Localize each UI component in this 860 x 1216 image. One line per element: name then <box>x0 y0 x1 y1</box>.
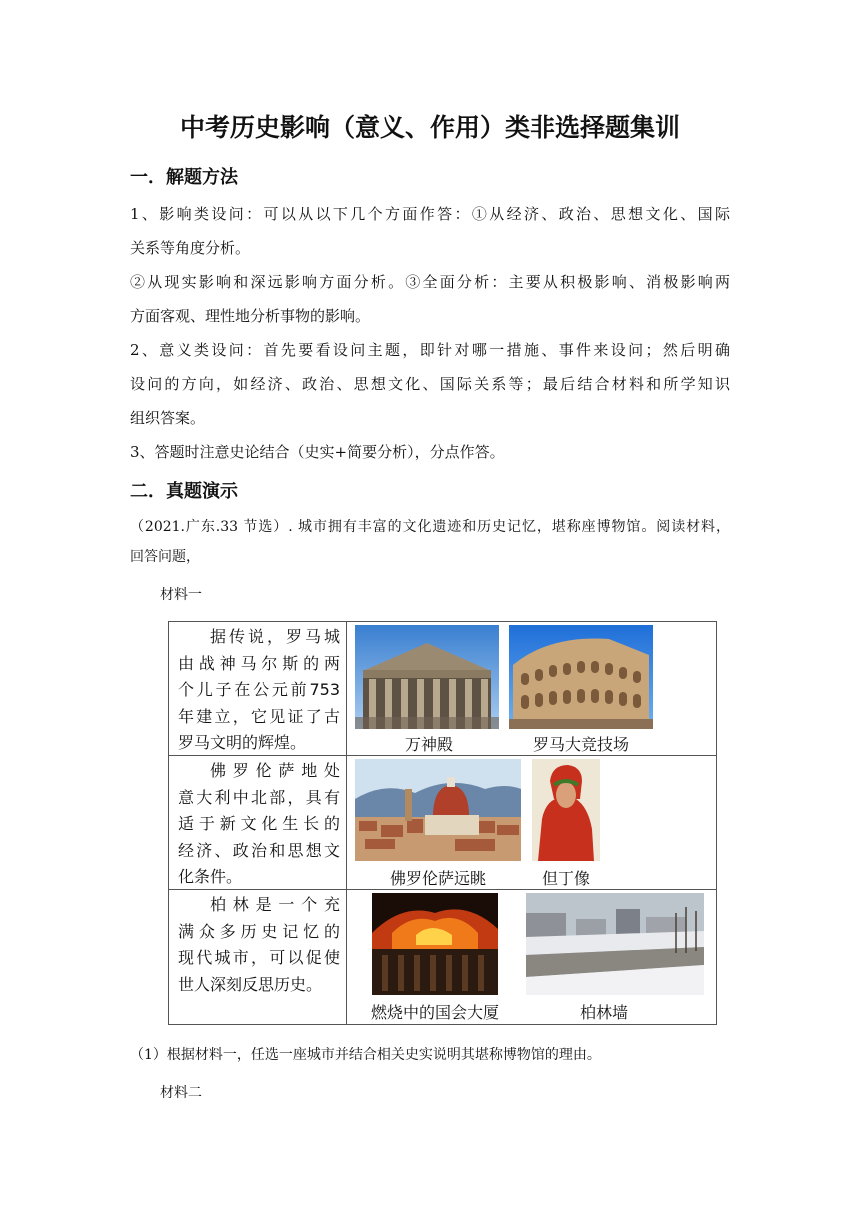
berlin-wall-photo <box>526 893 704 995</box>
colosseum-photo <box>509 625 653 729</box>
caption-reichstag: 燃烧中的国会大厦 <box>370 1003 499 1022</box>
row-text-line: 现代城市，可以促使 <box>178 948 340 967</box>
method-line: 1、影响类设问：可以从以下几个方面作答：①从经济、政治、思想文化、国际 <box>130 205 730 223</box>
material-one-label: 材料一 <box>160 587 202 603</box>
question-line: 回答问题， <box>130 549 200 565</box>
table-row-florence <box>169 756 716 890</box>
method-line: 2、意义类设问：首先要看设问主题，即针对哪一措施、事件来设问；然后明确 <box>130 341 730 359</box>
method-line: 设问的方向，如经济、政治、思想文化、国际关系等；最后结合材料和所学知识 <box>130 375 730 393</box>
table-row-rome <box>169 622 716 756</box>
row-text-line: 适于新文化生长的 <box>178 814 340 833</box>
row-text-line: 经济、政治和思想文 <box>178 840 340 860</box>
row-text-cell <box>169 890 347 1024</box>
row-text-line: 据传说，罗马城 <box>210 627 340 646</box>
method-line: ②从现实影响和深远影响方面分析。③全面分析：主要从积极影响、消极影响两 <box>130 273 730 291</box>
row-text-cell <box>169 622 347 755</box>
method-paragraphs <box>130 197 730 469</box>
row-text-cell <box>169 756 347 889</box>
row-text-line: 意大利中北部，具有 <box>178 787 340 807</box>
method-line: 组织答案。 <box>130 409 206 427</box>
section-heading-examples: 二．真题演示 <box>130 481 238 502</box>
question-intro <box>130 512 730 572</box>
method-line: 方面客观、理性地分析事物的影响。 <box>130 307 371 325</box>
material-two-label: 材料二 <box>160 1085 202 1101</box>
florence-view-photo <box>355 759 521 861</box>
question-line: （2021.广东.33 节选）. 城市拥有丰富的文化遗迹和历史记忆，堪称座博物馆。阅读材料， <box>130 519 730 535</box>
row-text-line: 佛罗伦萨地处 <box>210 761 340 780</box>
caption-pantheon: 万神殿 <box>404 735 453 754</box>
row-text-line: 柏林是一个充 <box>210 895 340 914</box>
row-text-line: 满众多历史记忆的 <box>178 921 340 941</box>
row-text-line: 由战神马尔斯的两 <box>178 653 340 673</box>
table-row-berlin <box>169 890 716 1024</box>
section-heading-method: 一．解题方法 <box>130 167 238 188</box>
method-line: 关系等角度分析。 <box>130 239 251 257</box>
material-table <box>168 621 717 1025</box>
method-line: 3、答题时注意史论结合（史实+简要分析），分点作答。 <box>130 443 505 461</box>
dante-portrait <box>532 759 600 861</box>
row-text-line: 罗马文明的辉煌。 <box>178 733 307 752</box>
caption-colosseum: 罗马大竞技场 <box>532 735 629 754</box>
caption-florence-view: 佛罗伦萨远眺 <box>389 869 486 888</box>
row-text-line: 年建立，它见证了古 <box>178 706 340 726</box>
row-text-line: 个儿子在公元前753 <box>178 680 340 699</box>
page-title: 中考历史影响（意义、作用）类非选择题集训 <box>179 113 680 142</box>
row-text-line: 化条件。 <box>178 867 243 886</box>
pantheon-photo <box>355 625 499 729</box>
caption-berlin-wall: 柏林墙 <box>579 1003 628 1022</box>
row-text-line: 世人深刻反思历史。 <box>178 974 323 994</box>
sub-question: （1）根据材料一，任选一座城市并结合相关史实说明其堪称博物馆的理由。 <box>130 1047 601 1063</box>
reichstag-fire-photo <box>372 893 498 995</box>
caption-dante: 但丁像 <box>541 869 590 888</box>
